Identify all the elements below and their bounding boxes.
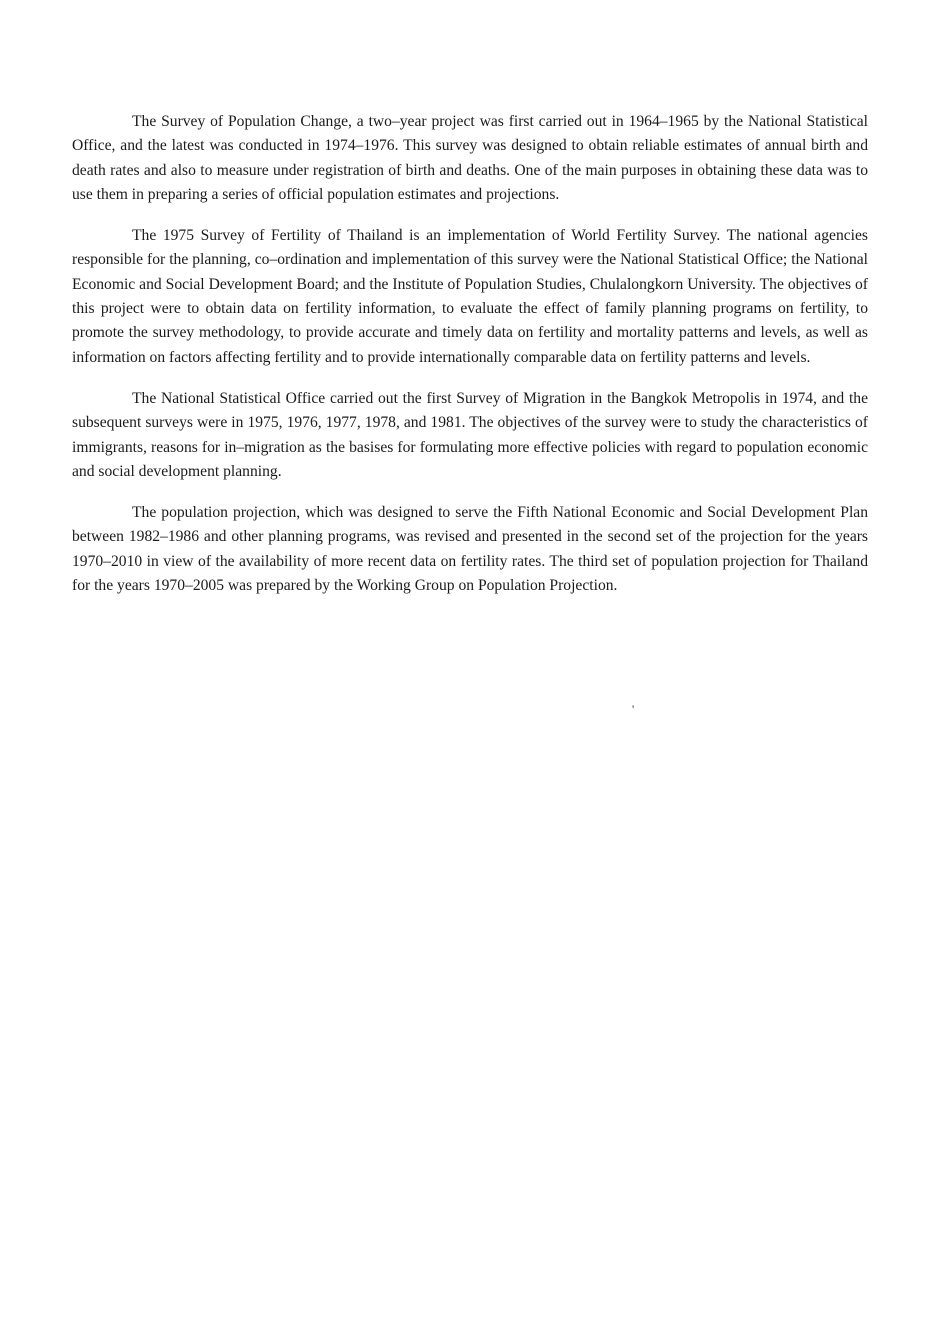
paragraph-fertility-survey: The 1975 Survey of Fertility of Thailand is an implementation of World Fertility Survey. The national agencies responsible for the planning, co–ordination and implementation of this survey were the National Statistical Office; the National Economic and Social Development Board; and the Institute of Population Studies, Chulalongkorn University. The objectives of this project were to obtain data on fertility information, to evaluate the effect of family planning programs on fertility, to promote the survey methodology, to provide accurate and timely data on fertility and mortality patterns and levels, as well as information on factors affecting fertility and to provide internationally comparable data on fertility patterns and levels. (72, 227, 868, 366)
body-text (72, 110, 868, 615)
paragraph-population-projection: The population projection, which was designed to serve the Fifth National Economic and Social Development Plan between 1982–1986 and other planning programs, was revised and presented in the second set of the projection for the years 1970–2010 in view of the availability of more recent data on fertility rates. The third set of population projection for Thailand for the years 1970–2005 was prepared by the Working Group on Population Projection. (72, 504, 868, 595)
paragraph-population-change-survey: The Survey of Population Change, a two–year project was first carried out in 1964–1965 by the National Statistical Office, and the latest was conducted in 1974–1976. This survey was designed to obtain reliable estimates of annual birth and death rates and also to measure under registration of birth and deaths. One of the main purposes in obtaining these data was to use them in preparing a series of official population estimates and projections. (72, 113, 868, 203)
stray-mark: ' (632, 702, 635, 716)
paragraph-migration-survey: The National Statistical Office carried out the first Survey of Migration in the Bangkok Metropolis in 1974, and the subsequent surveys were in 1975, 1976, 1977, 1978, and 1981. The objectives of the survey were to study the characteristics of immigrants, reasons for in–migration as the basises for formulating more effective policies with regard to population economic and social development planning. (72, 389, 868, 480)
